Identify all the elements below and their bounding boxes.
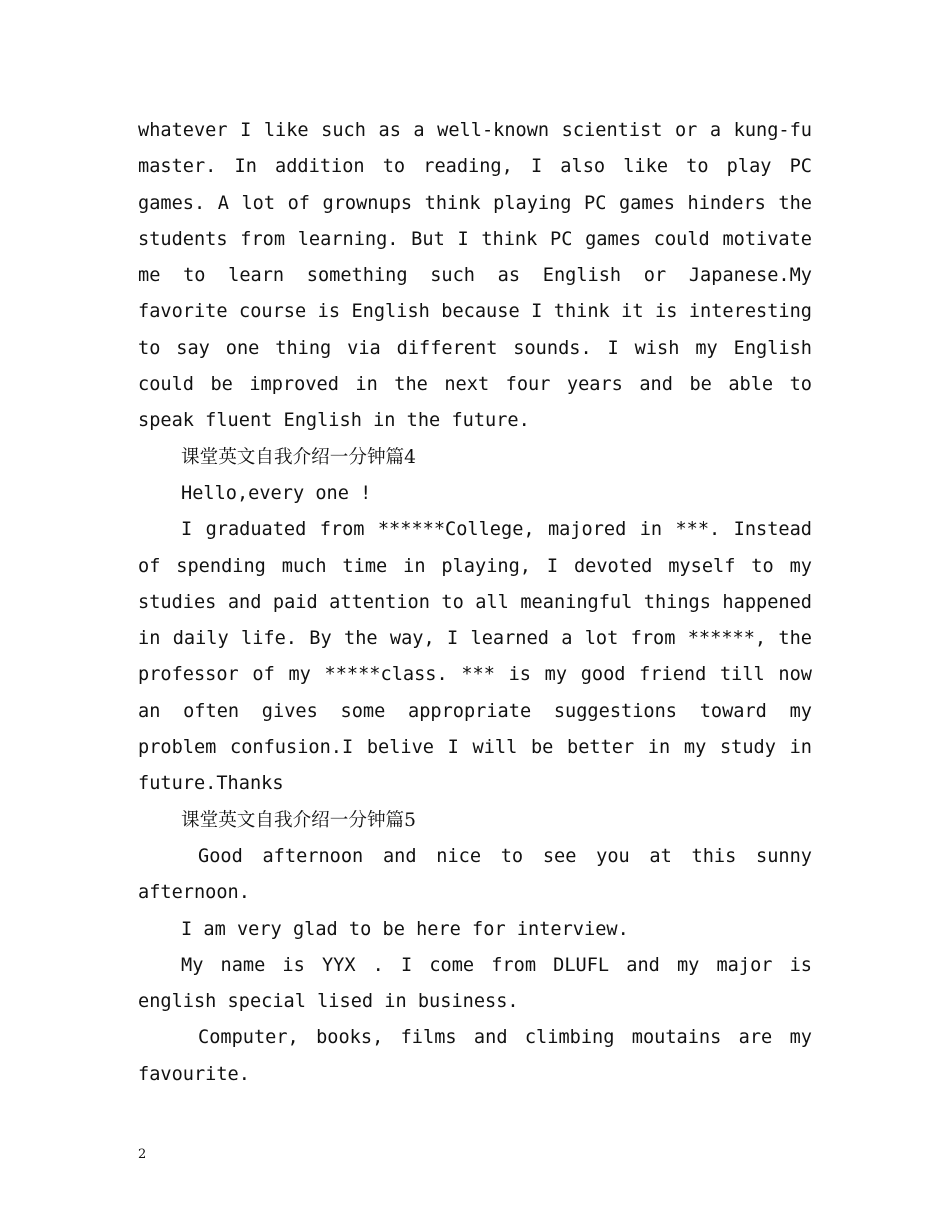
section-heading-4: 课堂英文自我介绍一分钟篇4	[181, 446, 416, 468]
paragraph-greeting: Hello,every one !	[181, 482, 372, 504]
paragraph-graduation: I graduated from ******College, majored in ***. Instead of spending much time in playing, I devoted myself to my studies and paid attention to all meaningful things happened in daily life. By the way, I learned a lot from ******, the professor of my *****class. *** is my good friend till now an often gives some appropriate suggestions toward my problem confusion.I belive I will be better in my study in future.Thanks	[138, 519, 812, 795]
section-heading-5: 课堂英文自我介绍一分钟篇5	[181, 809, 416, 831]
document-body	[138, 113, 812, 1093]
paragraph-hobbies: Computer, books, films and climbing moutains are my favourite.	[138, 1027, 812, 1085]
page-number: 2	[138, 1147, 147, 1162]
paragraph-continued: whatever I like such as a well-known scientist or a kung-fu master. In addition to reading, I also like to play PC games. A lot of grownups think playing PC games hinders the students from learning. But I think PC games could motivate me to learn something such as English or Japanese.My favorite course is English because I think it is interesting to say one thing via different sounds. I wish my English could be improved in the next four years and be able to speak fluent English in the future.	[138, 120, 812, 432]
paragraph-glad: I am very glad to be here for interview.	[181, 918, 629, 940]
paragraph-good-afternoon: Good afternoon and nice to see you at this sunny afternoon.	[138, 845, 812, 904]
paragraph-name: My name is YYX . I come from DLUFL and my major is english special lised in business.	[138, 954, 812, 1013]
